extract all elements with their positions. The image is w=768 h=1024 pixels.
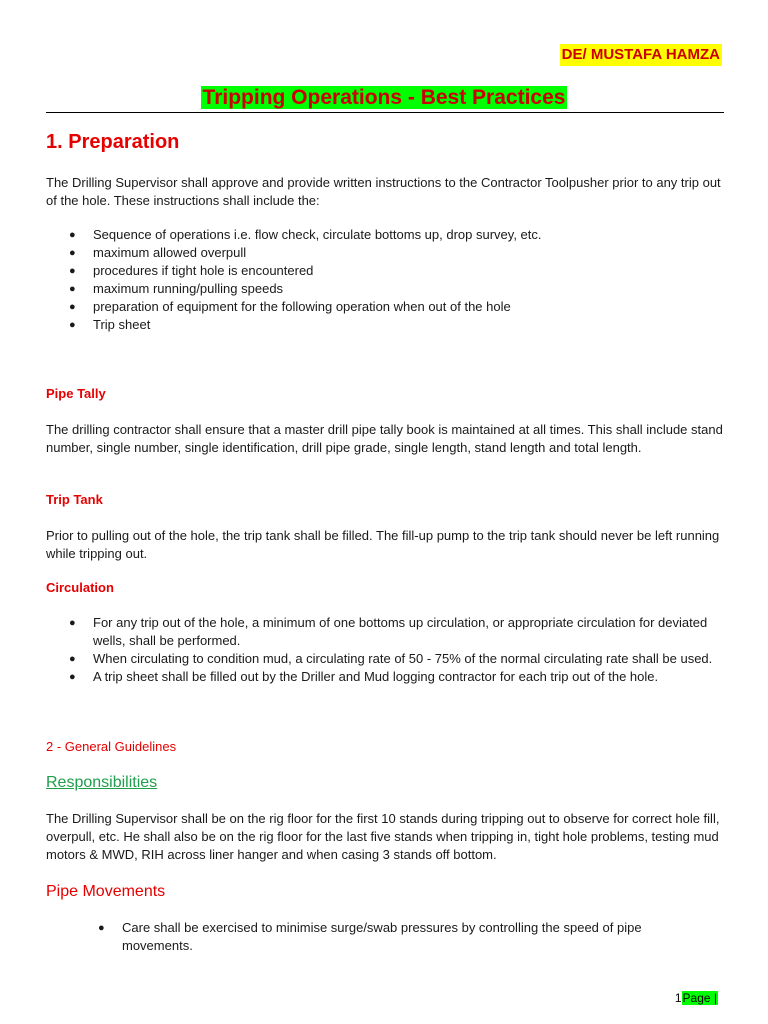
- pipe-tally-text: The drilling contractor shall ensure that a master drill pipe tally book is maintained at all times. This shall include stand number, single number, single identification, drill pipe grade, single length, stand length and total length.: [46, 422, 723, 455]
- bullet-icon: ●: [98, 922, 105, 934]
- pipe-movements-list: [98, 919, 698, 955]
- document-title-text: Tripping Operations - Best Practices: [202, 86, 566, 109]
- list-item: ● Care shall be exercised to minimise surge/swab pressures by controlling the speed of pipe movements.: [98, 920, 642, 953]
- subheading-trip-tank: Trip Tank: [46, 492, 103, 507]
- bullet-icon: ●: [69, 671, 76, 683]
- list-item: ● procedures if tight hole is encountered: [69, 263, 314, 278]
- bullet-icon: ●: [69, 283, 76, 295]
- responsibilities-text: The Drilling Supervisor shall be on the rig floor for the first 10 stands during tripping out to observe for correct hole fill, overpull, etc. He shall also be on the rig floor for the last five stands when tripping in, tight hole problems, testing mud motors & MWD, RIH across liner hanger and when casing 3 stands off bottom.: [46, 811, 720, 862]
- bullet-icon: ●: [69, 265, 76, 277]
- bullet-icon: ●: [69, 319, 76, 331]
- section-heading-preparation: 1. Preparation: [46, 131, 180, 153]
- preparation-list: [69, 226, 729, 334]
- bullet-icon: ●: [69, 653, 76, 665]
- bullet-icon: ●: [69, 617, 76, 629]
- title-divider: [46, 112, 724, 113]
- page-label: Page |: [682, 991, 717, 1005]
- bullet-icon: ●: [69, 229, 76, 241]
- page-number: 1: [674, 991, 682, 1005]
- author-label: DE/ MUSTAFA HAMZA: [560, 44, 722, 66]
- subheading-responsibilities: Responsibilities: [46, 774, 158, 791]
- list-item: ● Trip sheet: [69, 317, 151, 332]
- circulation-list: [69, 614, 729, 686]
- preparation-intro: The Drilling Supervisor shall approve and provide written instructions to the Contractor Toolpusher prior to any trip out of the hole. These instructions shall include the:: [46, 175, 721, 208]
- list-item: ● When circulating to condition mud, a circulating rate of 50 - 75% of the normal circulating rate shall be used.: [69, 651, 713, 666]
- section-heading-general-guidelines: 2 - General Guidelines: [46, 739, 177, 754]
- page-footer: [675, 990, 718, 1006]
- subheading-pipe-movements: Pipe Movements: [46, 883, 166, 900]
- list-item: ● Sequence of operations i.e. flow check, circulate bottoms up, drop survey, etc.: [69, 227, 542, 242]
- list-item: ● preparation of equipment for the following operation when out of the hole: [69, 299, 511, 314]
- list-item: ● A trip sheet shall be filled out by the Driller and Mud logging contractor for each trip out of the hole.: [69, 669, 659, 684]
- list-item: ● maximum running/pulling speeds: [69, 281, 284, 296]
- document-title: [0, 84, 768, 112]
- bullet-icon: ●: [69, 247, 76, 259]
- subheading-pipe-tally: Pipe Tally: [46, 386, 106, 401]
- list-item: ● maximum allowed overpull: [69, 245, 247, 260]
- trip-tank-text: Prior to pulling out of the hole, the trip tank shall be filled. The fill-up pump to the trip tank should never be left running while tripping out.: [46, 528, 720, 561]
- subheading-circulation: Circulation: [46, 580, 114, 595]
- bullet-icon: ●: [69, 301, 76, 313]
- list-item: ● For any trip out of the hole, a minimum of one bottoms up circulation, or appropriate circulation for deviated wells, shall be performed.: [69, 615, 708, 648]
